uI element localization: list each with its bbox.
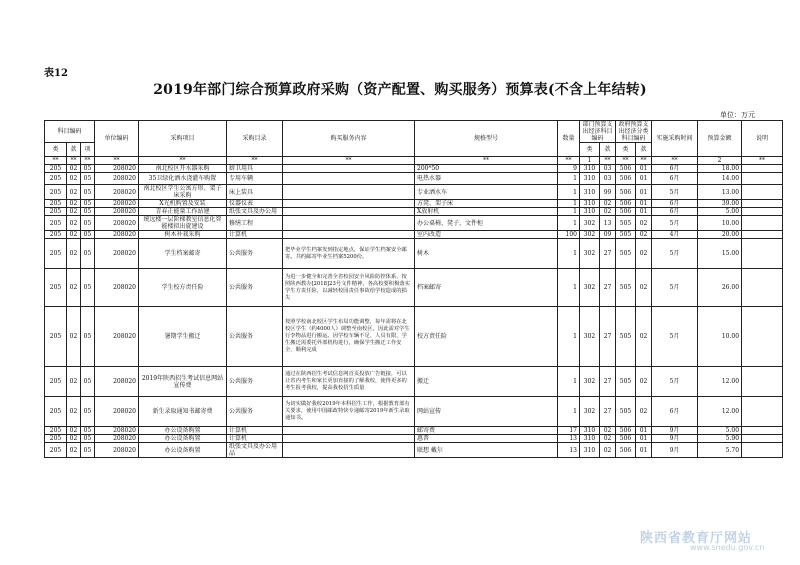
- cell-uc: 208020: [95, 165, 139, 173]
- header-time: 实施采购时间: [652, 121, 698, 157]
- cell-i: 05: [81, 427, 95, 435]
- cell-amt: 20.00: [698, 231, 742, 239]
- cell-d2: 27: [600, 239, 616, 269]
- cell-i: 05: [81, 307, 95, 367]
- cell-d2: 27: [600, 367, 616, 397]
- cell-d2: 27: [600, 269, 616, 307]
- cell-g2: 02: [636, 269, 652, 307]
- cell-pi: 南北校区开水器采购: [139, 165, 227, 173]
- table-row: [45, 239, 783, 269]
- cell-uc: 208020: [95, 185, 139, 200]
- cell-g2: 02: [636, 397, 652, 427]
- cell-pi: X光机购置及安装: [139, 200, 227, 208]
- cell-s: 02: [67, 173, 81, 185]
- cell-g2: 01: [636, 435, 652, 443]
- cell-g1: 505: [616, 367, 636, 397]
- cell-spec: 电热水器: [415, 173, 558, 185]
- header-qty: 数量: [558, 121, 580, 157]
- cell-s: 02: [67, 185, 81, 200]
- cell-k: 205: [45, 367, 67, 397]
- cell-k: 205: [45, 307, 67, 367]
- header-gov-section: 款: [636, 143, 652, 157]
- header-mark: **: [81, 157, 95, 165]
- cell-t: 5月: [652, 185, 698, 200]
- cell-d1: 310: [580, 208, 600, 216]
- cell-spec: 校方责任险: [415, 307, 558, 367]
- cell-note: [742, 307, 783, 367]
- cell-amt: 5.70: [698, 443, 742, 458]
- table-row: [45, 443, 783, 458]
- cell-k: 205: [45, 208, 67, 216]
- header-gov-kind: 类: [616, 143, 636, 157]
- cell-sc: 把毕业学生档案发到指定地点，保证学生档案安全邮寄。共约邮寄毕业生档案5200份。: [283, 239, 415, 269]
- cell-d2: 02: [600, 427, 616, 435]
- cell-i: 05: [81, 231, 95, 239]
- cell-qty: 1: [558, 269, 580, 307]
- cell-qty: 1: [558, 307, 580, 367]
- cell-i: 05: [81, 200, 95, 208]
- cell-note: [742, 165, 783, 173]
- cell-g2: 01: [636, 200, 652, 208]
- cell-sc: 按照学校南北校区学生布局功能调整，每年需将在北校区学生（约4000人）调整至南校区，因此需对学生行李物品进行搬运。因学校车辆不足、人员有限，学生搬迁需委托外部机构进行，确保学生搬迁工作安全、顺利完成: [283, 307, 415, 367]
- cell-uc: 208020: [95, 208, 139, 216]
- cell-k: 205: [45, 185, 67, 200]
- cell-cat: 纸张文具及办公用: [227, 208, 283, 216]
- cell-cat: 纸张文具及办公用品: [227, 443, 283, 458]
- watermark-url: www.snedu.gov.cn: [690, 543, 765, 552]
- header-mark: **: [67, 157, 81, 165]
- cell-amt: 5.90: [698, 435, 742, 443]
- cell-qty: 9: [558, 165, 580, 173]
- cell-g1: 506: [616, 427, 636, 435]
- table-row: [45, 427, 783, 435]
- cell-sc: [283, 208, 415, 216]
- cell-note: [742, 239, 783, 269]
- header-mark: **: [95, 157, 139, 165]
- header-dept-section: 款: [600, 143, 616, 157]
- cell-s: 02: [67, 165, 81, 173]
- cell-g2: 01: [636, 208, 652, 216]
- cell-note: [742, 200, 783, 208]
- cell-k: 205: [45, 200, 67, 208]
- cell-amt: 13.00: [698, 185, 742, 200]
- header-service-content: 购买服务内容: [283, 121, 415, 157]
- header-dept-econ-code: 部门预算支出经济科目编码: [580, 121, 616, 143]
- cell-d2: 02: [600, 435, 616, 443]
- cell-amt: 14.00: [698, 173, 742, 185]
- cell-s: 02: [67, 231, 81, 239]
- cell-uc: 208020: [95, 307, 139, 367]
- cell-sc: [283, 185, 415, 200]
- cell-uc: 208020: [95, 200, 139, 208]
- cell-s: 02: [67, 443, 81, 458]
- cell-k: 205: [45, 443, 67, 458]
- cell-t: 4月: [652, 231, 698, 239]
- cell-pi: 学生校方责任险: [139, 269, 227, 307]
- cell-k: 205: [45, 165, 67, 173]
- header-section: 款: [67, 143, 81, 157]
- cell-t: 5月: [652, 216, 698, 231]
- cell-d1: 310: [580, 200, 600, 208]
- cell-g2: 02: [636, 239, 652, 269]
- header-subject-code: 科目编码: [45, 121, 95, 143]
- cell-amt: 10.00: [698, 307, 742, 367]
- cell-g1: 506: [616, 165, 636, 173]
- cell-t: 5月: [652, 307, 698, 367]
- table-row: [45, 367, 783, 397]
- cell-sc: [283, 173, 415, 185]
- cell-qty: 13: [558, 443, 580, 458]
- cell-g1: 506: [616, 443, 636, 458]
- cell-i: 05: [81, 185, 95, 200]
- cell-sc: [283, 427, 415, 435]
- cell-d1: 310: [580, 427, 600, 435]
- cell-cat: 计算机: [227, 435, 283, 443]
- cell-d1: 310: [580, 443, 600, 458]
- header-mark-row: [45, 157, 783, 165]
- cell-uc: 208020: [95, 435, 139, 443]
- table-row: [45, 307, 783, 367]
- cell-g2: 02: [636, 307, 652, 367]
- cell-k: 205: [45, 173, 67, 185]
- cell-spec: 网站宣传: [415, 397, 558, 427]
- cell-spec: 搬迁: [415, 367, 558, 397]
- table-row: [45, 231, 783, 239]
- cell-sc: [283, 200, 415, 208]
- cell-i: 05: [81, 208, 95, 216]
- cell-spec: 档案邮寄: [415, 269, 558, 307]
- cell-sc: 通过在陕西招生考试信息网首页投放广告链接，可以让省内考生和家长更加直接的了解我校，使得更多的考生报考我校，提高我校招生质量: [283, 367, 415, 397]
- cell-note: [742, 397, 783, 427]
- table-row: [45, 397, 783, 427]
- cell-qty: 1: [558, 367, 580, 397]
- cell-note: [742, 367, 783, 397]
- cell-cat: 专用车辆: [227, 173, 283, 185]
- cell-note: [742, 208, 783, 216]
- cell-spec: 200*50: [415, 165, 558, 173]
- procurement-budget-table: [44, 120, 783, 458]
- cell-spec: 邮寄费: [415, 427, 558, 435]
- cell-amt: 39.00: [698, 200, 742, 208]
- cell-note: [742, 173, 783, 185]
- header-mark: **: [227, 157, 283, 165]
- cell-cat: 公共服务: [227, 307, 283, 367]
- cell-k: 205: [45, 216, 67, 231]
- cell-uc: 208020: [95, 443, 139, 458]
- header-note: 说明: [742, 121, 783, 157]
- cell-s: 02: [67, 239, 81, 269]
- cell-note: [742, 269, 783, 307]
- cell-d2: 02: [600, 443, 616, 458]
- cell-g2: 01: [636, 173, 652, 185]
- table-row: [45, 435, 783, 443]
- cell-amt: 26.00: [698, 269, 742, 307]
- cell-note: [742, 185, 783, 200]
- cell-pi: 统远楼一层阶梯教室信息化智能楼拟出旋建设: [139, 216, 227, 231]
- cell-amt: 18.00: [698, 165, 742, 173]
- cell-note: [742, 435, 783, 443]
- cell-sc: [283, 435, 415, 443]
- cell-s: 02: [67, 216, 81, 231]
- header-mark: 2: [698, 157, 742, 165]
- header-mark: **: [652, 157, 698, 165]
- cell-i: 05: [81, 165, 95, 173]
- unit-label: 单位：万元: [720, 111, 755, 119]
- cell-qty: 17: [558, 427, 580, 435]
- cell-uc: 208020: [95, 367, 139, 397]
- header-item: 项: [81, 143, 95, 157]
- cell-i: 05: [81, 216, 95, 231]
- header-mark: **: [558, 157, 580, 165]
- header-purchase-item: 采购项目: [139, 121, 227, 157]
- cell-t: 9月: [652, 443, 698, 458]
- cell-note: [742, 427, 783, 435]
- header-unit-code: 单位编码: [95, 121, 139, 157]
- cell-note: [742, 216, 783, 231]
- cell-spec: X放射机: [415, 208, 558, 216]
- cell-sc: [283, 443, 415, 458]
- cell-uc: 208020: [95, 173, 139, 185]
- cell-note: [742, 231, 783, 239]
- cell-t: 9月: [652, 427, 698, 435]
- table-row: [45, 216, 783, 231]
- cell-d1: 302: [580, 397, 600, 427]
- table-number: 表12: [44, 68, 68, 79]
- cell-qty: 1: [558, 208, 580, 216]
- cell-g1: 506: [616, 208, 636, 216]
- cell-spec: 专业洒水车: [415, 185, 558, 200]
- cell-pi: 新生录取通知书邮寄费: [139, 397, 227, 427]
- cell-g2: 01: [636, 443, 652, 458]
- cell-s: 02: [67, 435, 81, 443]
- watermark-logo-text: 陕西省教育厅网站: [640, 531, 753, 546]
- cell-d1: 310: [580, 173, 600, 185]
- page-title: 2019年部门综合预算政府采购（资产配置、购买服务）预算表(不含上年结转): [153, 82, 647, 98]
- cell-d2: 02: [600, 208, 616, 216]
- cell-spec: 惠普: [415, 435, 558, 443]
- header-mark: **: [636, 157, 652, 165]
- cell-d1: 302: [580, 231, 600, 239]
- cell-qty: 1: [558, 397, 580, 427]
- cell-uc: 208020: [95, 216, 139, 231]
- cell-t: 6月: [652, 397, 698, 427]
- header-kind: 类: [45, 143, 67, 157]
- cell-amt: 12.00: [698, 367, 742, 397]
- cell-qty: 1: [558, 239, 580, 269]
- cell-spec: 办公桌椅、凳子、文件柜: [415, 216, 558, 231]
- cell-qty: 1: [558, 173, 580, 185]
- cell-t: 6月: [652, 208, 698, 216]
- cell-spec: 树木: [415, 239, 558, 269]
- cell-d2: 13: [600, 216, 616, 231]
- cell-amt: 5.00: [698, 208, 742, 216]
- cell-g2: 01: [636, 427, 652, 435]
- cell-s: 02: [67, 367, 81, 397]
- cell-d2: 27: [600, 397, 616, 427]
- cell-pi: 办公设备购置: [139, 443, 227, 458]
- cell-amt: 10.00: [698, 216, 742, 231]
- header-mark: 1: [580, 157, 600, 165]
- cell-qty: 1: [558, 200, 580, 208]
- cell-t: 6月: [652, 173, 698, 185]
- cell-k: 205: [45, 397, 67, 427]
- cell-s: 02: [67, 200, 81, 208]
- header-spec: 规格型号: [415, 121, 558, 157]
- cell-s: 02: [67, 427, 81, 435]
- table-row: [45, 173, 783, 185]
- cell-cat: 公共服务: [227, 397, 283, 427]
- cell-d1: 310: [580, 185, 600, 200]
- cell-spec: 方凳、架子床: [415, 200, 558, 208]
- cell-amt: 12.00: [698, 397, 742, 427]
- cell-qty: 1: [558, 216, 580, 231]
- cell-s: 02: [67, 269, 81, 307]
- cell-qty: 100: [558, 231, 580, 239]
- cell-d1: 302: [580, 307, 600, 367]
- header-amount: 预算金额: [698, 121, 742, 157]
- cell-sc: [283, 165, 415, 173]
- cell-g2: 02: [636, 216, 652, 231]
- header-mark: **: [600, 157, 616, 165]
- header-catalog: 采购目录: [227, 121, 283, 157]
- cell-pi: 办公设备购置: [139, 435, 227, 443]
- cell-sc: 为切实做好我校2019年本科招生工作，根据教育部有关要求，使用中国邮政特快专递邮寄2019年新生录取通知书。: [283, 397, 415, 427]
- header-mark: **: [139, 157, 227, 165]
- cell-g1: 506: [616, 435, 636, 443]
- cell-t: 6月: [652, 200, 698, 208]
- header-mark: **: [616, 157, 636, 165]
- header-mark: **: [415, 157, 558, 165]
- cell-d1: 302: [580, 269, 600, 307]
- cell-note: [742, 443, 783, 458]
- cell-g1: 505: [616, 397, 636, 427]
- cell-pi: 办公设备购置: [139, 427, 227, 435]
- cell-sc: [283, 216, 415, 231]
- cell-d2: 27: [600, 307, 616, 367]
- cell-uc: 208020: [95, 269, 139, 307]
- cell-cat: 公共服务: [227, 239, 283, 269]
- cell-t: 9月: [652, 435, 698, 443]
- header-mark: **: [45, 157, 67, 165]
- cell-g1: 505: [616, 239, 636, 269]
- cell-d1: 302: [580, 216, 600, 231]
- cell-k: 205: [45, 427, 67, 435]
- cell-i: 05: [81, 269, 95, 307]
- cell-cat: 计算机: [227, 231, 283, 239]
- table-row: [45, 208, 783, 216]
- header-dept-kind: 类: [580, 143, 600, 157]
- cell-i: 05: [81, 173, 95, 185]
- table-row: [45, 165, 783, 173]
- cell-d2: 02: [600, 200, 616, 208]
- cell-g1: 506: [616, 200, 636, 208]
- cell-d2: 03: [600, 165, 616, 173]
- cell-k: 205: [45, 239, 67, 269]
- cell-amt: 5.00: [698, 427, 742, 435]
- cell-t: 6月: [652, 165, 698, 173]
- cell-g2: 02: [636, 367, 652, 397]
- cell-cat: 厨卫用具: [227, 165, 283, 173]
- cell-pi: 35卫绿化洒水浇灌车购置: [139, 173, 227, 185]
- cell-i: 05: [81, 367, 95, 397]
- cell-i: 05: [81, 435, 95, 443]
- cell-uc: 208020: [95, 397, 139, 427]
- cell-spec: 联想 戴尔: [415, 443, 558, 458]
- cell-qty: 1: [558, 185, 580, 200]
- cell-d2: 03: [600, 173, 616, 185]
- cell-g2: 01: [636, 185, 652, 200]
- cell-t: 5月: [652, 367, 698, 397]
- cell-s: 02: [67, 208, 81, 216]
- cell-g1: 505: [616, 269, 636, 307]
- cell-cat: 公共服务: [227, 269, 283, 307]
- cell-qty: 13: [558, 435, 580, 443]
- cell-pi: 学生档案邮寄: [139, 239, 227, 269]
- cell-uc: 208020: [95, 427, 139, 435]
- cell-k: 205: [45, 269, 67, 307]
- cell-sc: [283, 231, 415, 239]
- table-row: [45, 269, 783, 307]
- header-mark: **: [283, 157, 415, 165]
- cell-i: 05: [81, 443, 95, 458]
- cell-uc: 208020: [95, 231, 139, 239]
- cell-pi: 树木补栽采购: [139, 231, 227, 239]
- cell-pi: 南北校区学生公寓方形、架子床采购: [139, 185, 227, 200]
- cell-s: 02: [67, 307, 81, 367]
- cell-sc: 为进一步健全和完善全省校园安全风险防控体系，按照陕西教办[2018]23号文件精神，各高校要积极落实学生方责任险，以减轻校园责任事故给学校造成的损失: [283, 269, 415, 307]
- cell-g1: 505: [616, 216, 636, 231]
- table-row: [45, 200, 783, 208]
- cell-g2: 01: [636, 165, 652, 173]
- cell-g1: 505: [616, 307, 636, 367]
- cell-amt: 15.00: [698, 239, 742, 269]
- cell-cat: 修缮工程: [227, 216, 283, 231]
- cell-d1: 310: [580, 165, 600, 173]
- cell-g2: 02: [636, 231, 652, 239]
- cell-pi: 2019年陕西招生考试信息网站宣传费: [139, 367, 227, 397]
- cell-d2: 09: [600, 231, 616, 239]
- cell-cat: 仪器仪表: [227, 200, 283, 208]
- table-row: [45, 185, 783, 200]
- cell-d2: 99: [600, 185, 616, 200]
- cell-g1: 506: [616, 173, 636, 185]
- header-mark: **: [742, 157, 783, 165]
- cell-uc: 208020: [95, 239, 139, 269]
- cell-t: 5月: [652, 239, 698, 269]
- cell-d1: 310: [580, 435, 600, 443]
- cell-d1: 302: [580, 239, 600, 269]
- cell-s: 02: [67, 397, 81, 427]
- cell-pi: 青春正能量工作站建: [139, 208, 227, 216]
- cell-i: 05: [81, 397, 95, 427]
- cell-cat: 床上装具: [227, 185, 283, 200]
- cell-g1: 506: [616, 185, 636, 200]
- cell-cat: 公共服务: [227, 367, 283, 397]
- header-gov-econ-code: 政府预算支出经济分类科目编码: [616, 121, 652, 143]
- cell-k: 205: [45, 231, 67, 239]
- cell-k: 205: [45, 435, 67, 443]
- cell-d1: 302: [580, 367, 600, 397]
- cell-t: 5月: [652, 269, 698, 307]
- cell-i: 05: [81, 239, 95, 269]
- cell-pi: 暑期学生搬迁: [139, 307, 227, 367]
- cell-cat: 计算机: [227, 427, 283, 435]
- cell-g1: 505: [616, 231, 636, 239]
- cell-spec: 室内改造: [415, 231, 558, 239]
